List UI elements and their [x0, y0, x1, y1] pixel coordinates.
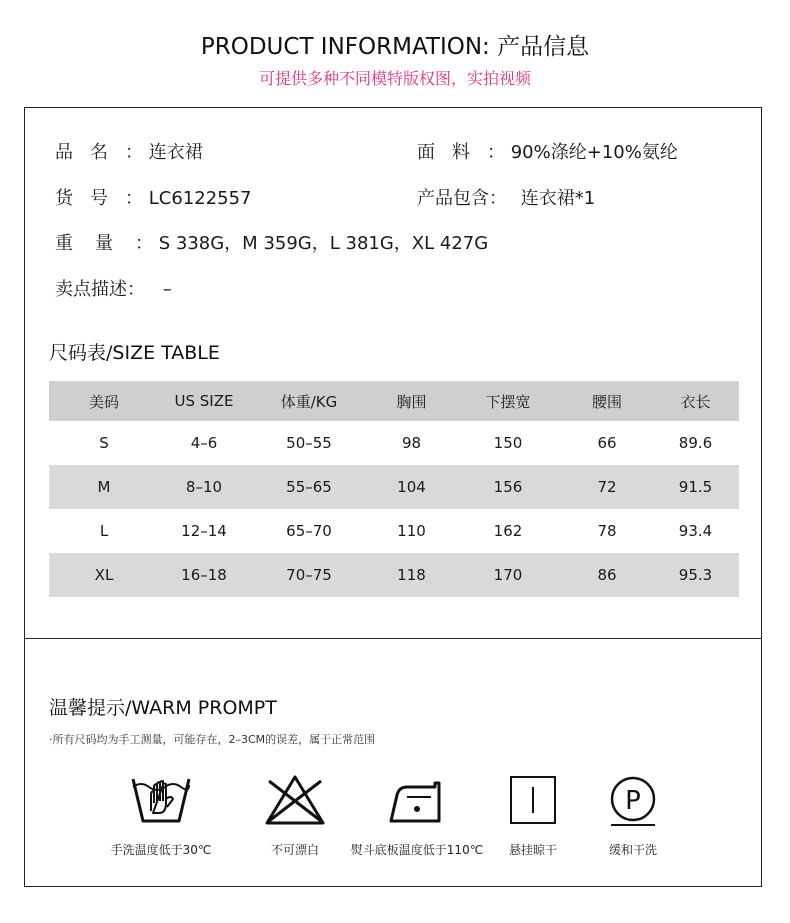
sku-label: 货号： [55, 188, 143, 209]
info-fabric [417, 138, 678, 164]
header-cell: 胸围 [369, 381, 454, 421]
table-cell: 8–10 [159, 465, 249, 509]
product-info-frame [24, 107, 762, 887]
table-cell: 65–70 [286, 522, 332, 540]
warm-prompt-heading: 温馨提示/WARM PROMPT [49, 697, 277, 719]
table-cell: 70–75 [249, 553, 369, 597]
hang-dry-icon [501, 773, 565, 827]
table-cell: 89.6 [678, 434, 713, 452]
size-table-header-row [49, 381, 739, 421]
table-row [49, 509, 739, 553]
header-cell: 体重/KG [249, 381, 369, 421]
no-bleach-icon [263, 773, 327, 827]
table-cell: 118 [369, 553, 454, 597]
care-item-no-bleach [225, 773, 365, 858]
table-cell: S [99, 434, 109, 452]
table-cell: L [99, 522, 109, 540]
table-cell: 110 [397, 522, 426, 540]
table-cell: M [49, 465, 159, 509]
package-label: 产品包含： [417, 188, 507, 209]
fabric-value: 90%涤纶+10%氨纶 [510, 142, 678, 163]
table-row [49, 421, 739, 465]
header-cell: US SIZE [159, 381, 249, 421]
table-cell: XL [49, 553, 159, 597]
weight-label: 重量： [55, 233, 153, 254]
weight-value: S 338G，M 359G，L 381G，XL 427G [158, 233, 489, 254]
table-cell: 78 [597, 522, 617, 540]
table-cell: 156 [454, 465, 562, 509]
care-label: 手洗温度低于30℃ [110, 843, 212, 857]
svg-text:P: P [625, 786, 641, 816]
table-cell: 12–14 [181, 522, 227, 540]
info-name [55, 138, 203, 164]
table-row [49, 553, 739, 597]
care-item-hand-wash [91, 773, 231, 858]
table-cell: 86 [562, 553, 652, 597]
table-cell: 95.3 [652, 553, 739, 597]
table-cell: 55–65 [249, 465, 369, 509]
fabric-label: 面料： [417, 142, 505, 163]
header-cell: 下摆宽 [454, 381, 562, 421]
table-cell: 66 [597, 434, 617, 452]
table-cell: 162 [493, 522, 523, 540]
selling-value: – [162, 279, 172, 300]
page-title: PRODUCT INFORMATION: 产品信息 [200, 34, 590, 60]
package-value: 连衣裙*1 [520, 188, 596, 209]
info-weight [55, 229, 488, 255]
care-label: 缓和干洗 [608, 843, 657, 857]
selling-label: 卖点描述： [55, 279, 145, 300]
header-cell: 腰围 [562, 381, 652, 421]
info-sku [55, 184, 252, 210]
measurement-note: ·所有尺码均为手工测量，可能存在，2–3CM的误差，属于正常范围 [49, 733, 376, 746]
table-cell: 170 [454, 553, 562, 597]
table-cell: 16–18 [159, 553, 249, 597]
info-package [417, 184, 595, 210]
name-label: 品名： [55, 142, 143, 163]
care-item-dry-clean [563, 773, 703, 858]
iron-icon [385, 773, 449, 827]
table-cell: 50–55 [286, 434, 332, 452]
table-cell: 72 [562, 465, 652, 509]
care-label: 不可漂白 [270, 843, 319, 857]
table-cell: 150 [493, 434, 523, 452]
care-label: 悬挂晾干 [508, 843, 557, 857]
hand-wash-icon [129, 773, 193, 827]
table-cell: 93.4 [678, 522, 713, 540]
header-cell: 衣长 [652, 381, 739, 421]
size-table-heading: 尺码表/SIZE TABLE [49, 342, 220, 364]
table-cell: 4–6 [190, 434, 218, 452]
name-value: 连衣裙 [148, 142, 203, 163]
info-selling-points [55, 275, 172, 301]
page-subtitle: 可提供多种不同模特版权图，实拍视频 [258, 69, 531, 88]
section-divider [25, 638, 761, 639]
sku-value: LC6122557 [148, 188, 252, 209]
dry-clean-icon [601, 773, 665, 827]
table-cell: 91.5 [652, 465, 739, 509]
table-cell: 98 [401, 434, 422, 452]
table-cell: 104 [369, 465, 454, 509]
size-table [49, 381, 739, 597]
care-label: 熨斗底板温度低于110℃ [350, 843, 484, 857]
table-row [49, 465, 739, 509]
header-cell: 美码 [49, 381, 159, 421]
